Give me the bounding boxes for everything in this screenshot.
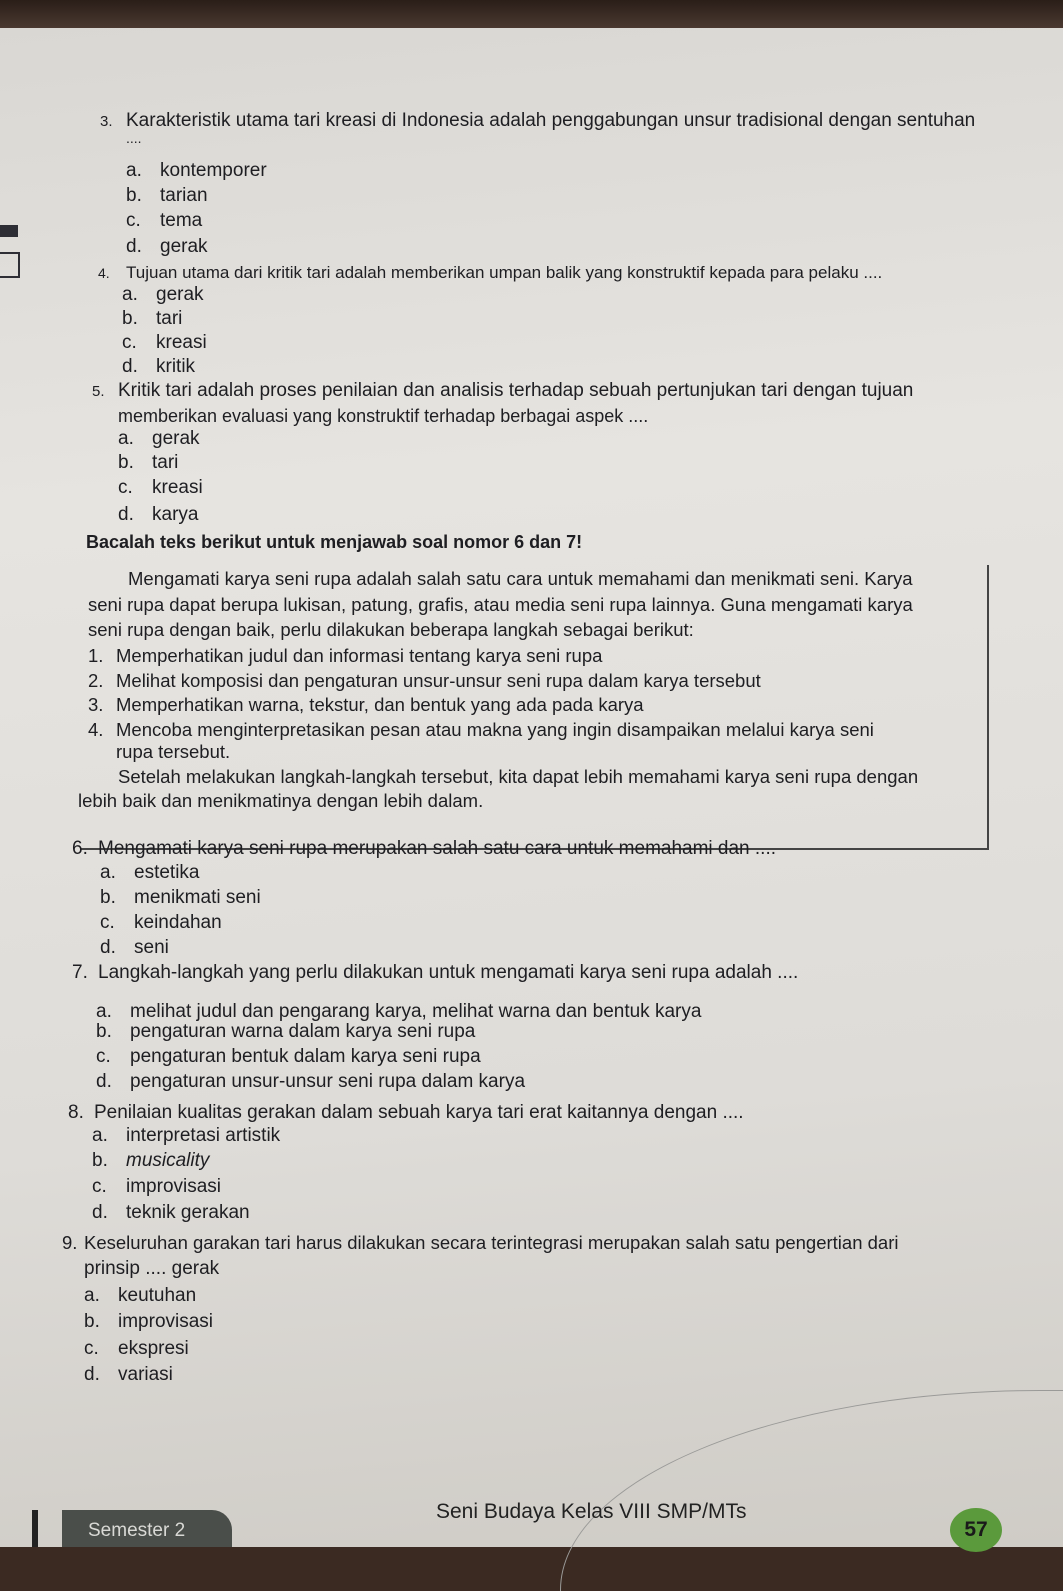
option-text: tari bbox=[156, 308, 183, 329]
option-3d bbox=[126, 236, 208, 258]
option-text: menikmati seni bbox=[134, 887, 261, 908]
reading-title: Bacalah teks berikut untuk menjawab soal nomor 6 dan 7! bbox=[86, 532, 583, 552]
option-5d bbox=[118, 504, 198, 526]
option-text: kontemporer bbox=[160, 160, 267, 181]
option-text: pengaturan bentuk dalam karya seni rupa bbox=[130, 1046, 481, 1067]
option-letter: c. bbox=[122, 332, 137, 353]
question-6 bbox=[72, 838, 776, 860]
option-4d bbox=[122, 356, 195, 378]
question-9 bbox=[62, 1232, 899, 1254]
footer-bar bbox=[32, 1510, 38, 1547]
option-text: ekspresi bbox=[118, 1338, 189, 1359]
option-text: interpretasi artistik bbox=[126, 1125, 281, 1146]
question-9-continuation: prinsip .... gerak bbox=[84, 1258, 220, 1279]
option-letter: c. bbox=[96, 1046, 111, 1067]
step-text: Memperhatikan judul dan informasi tentang karya seni rupa bbox=[116, 645, 603, 666]
option-text: pengaturan warna dalam karya seni rupa bbox=[130, 1021, 476, 1042]
option-letter: c. bbox=[84, 1338, 99, 1359]
option-3c bbox=[126, 210, 202, 232]
semester-label: Semester 2 bbox=[88, 1520, 186, 1541]
question-number: 5. bbox=[92, 383, 105, 400]
question-number: 7. bbox=[72, 962, 88, 983]
reading-paragraph-1-line-3: seni rupa dengan baik, perlu dilakukan beberapa langkah sebagai berikut: bbox=[88, 619, 694, 640]
option-text: estetika bbox=[134, 862, 200, 883]
reading-step-2 bbox=[88, 670, 761, 692]
option-5c bbox=[118, 477, 203, 499]
option-6d bbox=[100, 937, 169, 959]
question-text: Penilaian kualitas gerakan dalam sebuah karya tari erat kaitannya dengan .... bbox=[94, 1102, 744, 1123]
question-number: 6. bbox=[72, 838, 88, 859]
step-number: 1. bbox=[88, 645, 104, 666]
option-text: musicality bbox=[126, 1150, 210, 1171]
reading-step-1 bbox=[88, 645, 602, 667]
question-3-continuation: .... bbox=[126, 130, 142, 146]
option-text: keutuhan bbox=[118, 1285, 197, 1306]
option-letter: d. bbox=[100, 937, 116, 958]
option-letter: a. bbox=[122, 284, 138, 305]
question-4 bbox=[98, 263, 882, 283]
option-letter: d. bbox=[118, 504, 134, 525]
question-text: Kritik tari adalah proses penilaian dan analisis terhadap sebuah pertunjukan tari dengan tujuan bbox=[118, 380, 914, 401]
option-letter: d. bbox=[122, 356, 138, 377]
option-text: melihat judul dan pengarang karya, melihat warna dan bentuk karya bbox=[130, 1001, 702, 1022]
step-text: Memperhatikan warna, tekstur, dan bentuk yang ada pada karya bbox=[116, 694, 644, 715]
option-8d bbox=[92, 1202, 250, 1224]
option-text: pengaturan unsur-unsur seni rupa dalam karya bbox=[130, 1071, 526, 1092]
reading-step-4-continuation: rupa tersebut. bbox=[116, 741, 231, 762]
option-text: keindahan bbox=[134, 912, 222, 933]
question-text: Langkah-langkah yang perlu dilakukan untuk mengamati karya seni rupa adalah .... bbox=[98, 962, 799, 983]
reading-paragraph-2-line-1: Setelah melakukan langkah-langkah tersebut, kita dapat lebih memahami karya seni rupa dengan bbox=[118, 766, 919, 787]
reading-paragraph-2-line-2: lebih baik dan menikmatinya dengan lebih dalam. bbox=[78, 790, 484, 811]
option-letter: d. bbox=[96, 1071, 112, 1092]
option-letter: b. bbox=[122, 308, 138, 329]
option-3b bbox=[126, 185, 208, 207]
option-6c bbox=[100, 912, 222, 934]
question-text: Tujuan utama dari kritik tari adalah memberikan umpan balik yang konstruktif kepada para pelaku .... bbox=[126, 263, 883, 282]
option-text: tarian bbox=[160, 185, 208, 206]
option-8a bbox=[92, 1125, 280, 1147]
option-8b bbox=[92, 1150, 209, 1172]
question-5-continuation: memberikan evaluasi yang konstruktif terhadap berbagai aspek .... bbox=[118, 406, 649, 426]
option-7a bbox=[96, 1001, 701, 1023]
option-text: seni bbox=[134, 937, 169, 958]
option-9d bbox=[84, 1364, 173, 1386]
page-edge-mark bbox=[0, 225, 18, 237]
option-letter: a. bbox=[100, 862, 116, 883]
option-4c bbox=[122, 332, 207, 354]
option-text: tari bbox=[152, 452, 179, 473]
option-text: gerak bbox=[156, 284, 204, 305]
reading-step-4 bbox=[88, 719, 874, 741]
question-number: 9. bbox=[62, 1232, 78, 1253]
step-number: 4. bbox=[88, 719, 104, 740]
option-letter: b. bbox=[96, 1021, 112, 1042]
question-8 bbox=[68, 1102, 744, 1124]
semester-tab bbox=[62, 1510, 232, 1547]
option-letter: b. bbox=[126, 185, 142, 206]
option-text: gerak bbox=[160, 236, 208, 257]
question-number: 4. bbox=[98, 265, 110, 281]
option-letter: c. bbox=[118, 477, 133, 498]
option-3a bbox=[126, 160, 267, 182]
step-text: Mencoba menginterpretasikan pesan atau makna yang ingin disampaikan melalui karya seni bbox=[116, 719, 874, 740]
option-text: kreasi bbox=[156, 332, 207, 353]
question-number: 3. bbox=[100, 113, 113, 130]
question-7 bbox=[72, 962, 798, 984]
option-9c bbox=[84, 1338, 189, 1360]
option-letter: a. bbox=[126, 160, 142, 181]
option-8c bbox=[92, 1176, 221, 1198]
page-number-badge: 57 bbox=[950, 1508, 1002, 1552]
question-text: Mengamati karya seni rupa merupakan salah satu cara untuk memahami dan .... bbox=[98, 838, 777, 859]
reading-step-3 bbox=[88, 694, 644, 716]
option-7d bbox=[96, 1071, 525, 1093]
step-text: Melihat komposisi dan pengaturan unsur-unsur seni rupa dalam karya tersebut bbox=[116, 670, 761, 691]
option-letter: a. bbox=[96, 1001, 112, 1022]
option-text: gerak bbox=[152, 428, 200, 449]
step-number: 2. bbox=[88, 670, 104, 691]
step-number: 3. bbox=[88, 694, 104, 715]
option-7c bbox=[96, 1046, 481, 1068]
option-text: teknik gerakan bbox=[126, 1202, 250, 1223]
option-letter: d. bbox=[84, 1364, 100, 1385]
question-number: 8. bbox=[68, 1102, 84, 1123]
option-6b bbox=[100, 887, 261, 909]
option-text: kritik bbox=[156, 356, 196, 377]
question-5 bbox=[92, 380, 913, 402]
option-letter: c. bbox=[126, 210, 141, 231]
option-9a bbox=[84, 1285, 196, 1307]
option-text: variasi bbox=[118, 1364, 173, 1385]
option-letter: a. bbox=[84, 1285, 100, 1306]
option-9b bbox=[84, 1311, 213, 1333]
option-letter: d. bbox=[126, 236, 142, 257]
reading-paragraph-1-line-1: Mengamati karya seni rupa adalah salah satu cara untuk memahami dan menikmati seni. Karya bbox=[128, 568, 913, 589]
option-5b bbox=[118, 452, 178, 474]
option-text: improvisasi bbox=[126, 1176, 222, 1197]
option-4b bbox=[122, 308, 182, 330]
option-letter: d. bbox=[92, 1202, 108, 1223]
option-6a bbox=[100, 862, 199, 884]
option-4a bbox=[122, 284, 204, 306]
option-7b bbox=[96, 1021, 475, 1043]
option-text: tema bbox=[160, 210, 203, 231]
question-text: Karakteristik utama tari kreasi di Indonesia adalah penggabungan unsur tradisional dengan sentuhan bbox=[126, 110, 976, 131]
question-text: Keseluruhan garakan tari harus dilakukan secara terintegrasi merupakan salah satu pengertian dari bbox=[84, 1232, 899, 1253]
option-text: improvisasi bbox=[118, 1311, 214, 1332]
book-title: Seni Budaya Kelas VIII SMP/MTs bbox=[436, 1500, 747, 1523]
page-edge-box bbox=[0, 252, 20, 278]
question-3 bbox=[100, 110, 975, 132]
option-letter: b. bbox=[100, 887, 116, 908]
option-letter: c. bbox=[92, 1176, 107, 1197]
option-letter: a. bbox=[92, 1125, 108, 1146]
option-letter: b. bbox=[118, 452, 134, 473]
option-letter: b. bbox=[92, 1150, 108, 1171]
option-5a bbox=[118, 428, 200, 450]
option-letter: c. bbox=[100, 912, 115, 933]
option-letter: a. bbox=[118, 428, 134, 449]
option-text: karya bbox=[152, 504, 199, 525]
option-letter: b. bbox=[84, 1311, 100, 1332]
option-text: kreasi bbox=[152, 477, 203, 498]
reading-paragraph-1-line-2: seni rupa dapat berupa lukisan, patung, grafis, atau media seni rupa lainnya. Guna mengamati karya bbox=[88, 594, 913, 615]
